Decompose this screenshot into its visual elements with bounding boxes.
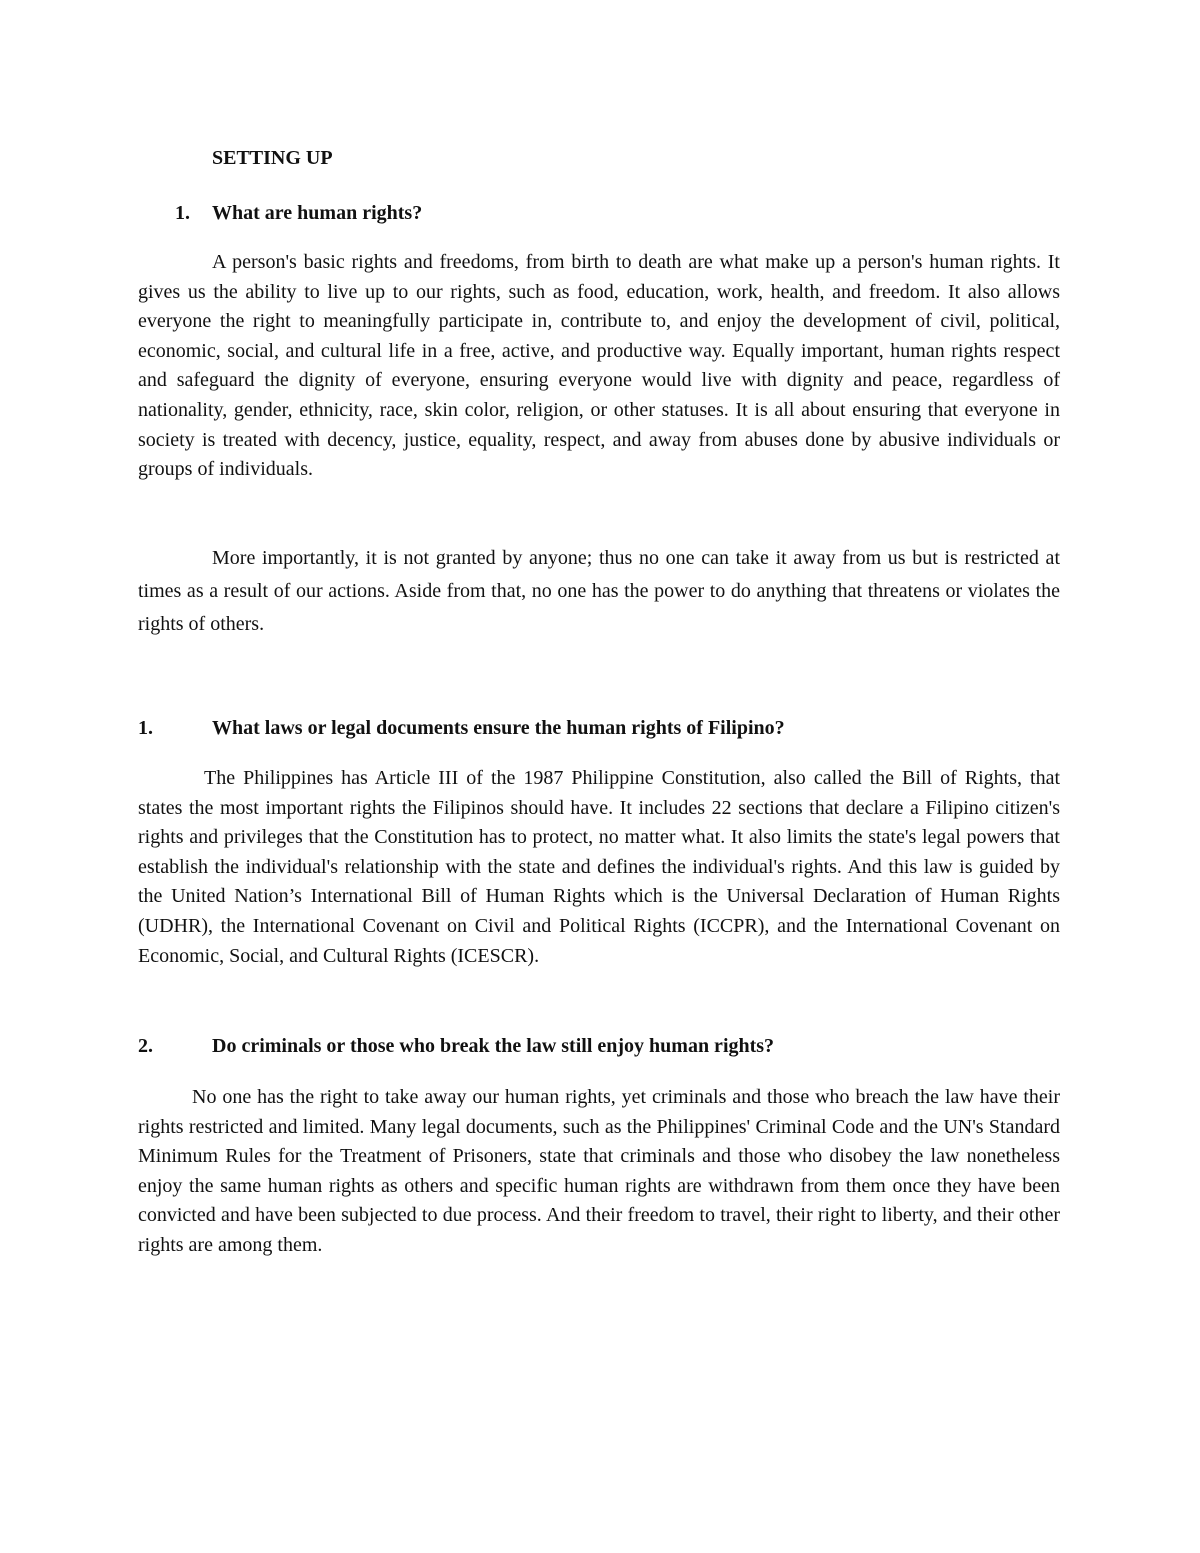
answer-paragraph: More importantly, it is not granted by anyone; thus no one can take it away from us but is restricted at times as a result of our actions. Aside from that, no one has the power to do anything that threatens or violates the rights of others.: [138, 547, 1060, 635]
question-heading-3: [138, 1033, 775, 1059]
question-heading-2: [138, 715, 785, 741]
question-number: 1.: [138, 717, 153, 739]
answer-paragraph: No one has the right to take away our human rights, yet criminals and those who breach the law have their rights restricted and limited. Many legal documents, such as the Philippines' Criminal Code and the UN's Standard Minimum Rules for the Treatment of Prisoners, state that criminals and those who disobey the law nonetheless enjoy the same human rights as others and specific human rights are withdrawn from them once they have been convicted and have been subjected to due process. And their freedom to travel, their right to liberty, and their other rights are among them.: [138, 1086, 1060, 1256]
question-number: 2.: [138, 1035, 153, 1057]
answer-paragraph: The Philippines has Article III of the 1987 Philippine Constitution, also called the Bill of Rights, that states the most important rights the Filipinos should have. It includes 22 sections that declare a Filipino citizen's rights and privileges that the Constitution has to protect, no matter what. It also limits the state's legal powers that establish the individual's relationship with the state and defines the individual's rights. And this law is guided by the United Nation’s International Bill of Human Rights which is the Universal Declaration of Human Rights (UDHR), the International Covenant on Civil and Political Rights (ICCPR), and the International Covenant on Economic, Social, and Cultural Rights (ICESCR).: [138, 767, 1060, 967]
question-text: Do criminals or those who break the law still enjoy human rights?: [212, 1035, 775, 1057]
document-title: SETTING UP: [212, 147, 333, 169]
question-text: What are human rights?: [212, 202, 423, 224]
answer-paragraph: A person's basic rights and freedoms, from birth to death are what make up a person's human rights. It gives us the ability to live up to our rights, such as food, education, work, health, and freedom. It also allows everyone the right to meaningfully participate in, contribute to, and enjoy the development of civil, political, economic, social, and cultural life in a free, active, and productive way. Equally important, human rights respect and safeguard the dignity of everyone, ensuring everyone would live with dignity and peace, regardless of nationality, gender, ethnicity, race, skin color, religion, or other statuses. It is all about ensuring that everyone in society is treated with decency, justice, equality, respect, and away from abuses done by abusive individuals or groups of individuals.: [138, 251, 1060, 481]
question-heading-1: [175, 200, 423, 226]
question-number: 1.: [175, 202, 190, 224]
question-text: What laws or legal documents ensure the human rights of Filipino?: [212, 717, 785, 739]
